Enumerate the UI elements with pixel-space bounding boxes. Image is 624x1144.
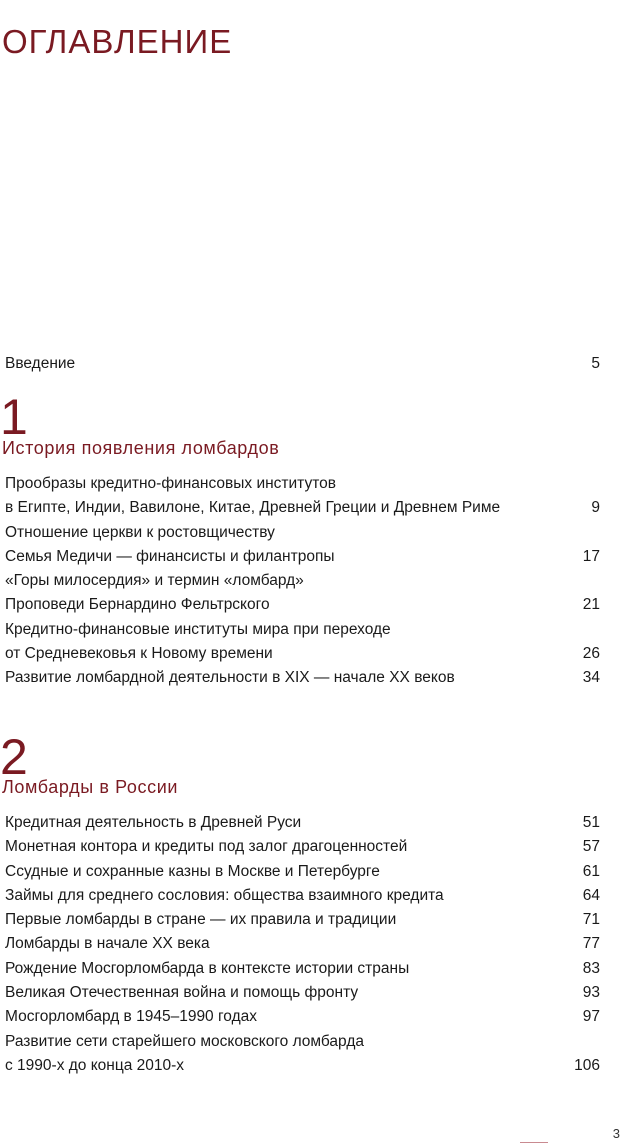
toc-line[interactable] <box>5 932 600 956</box>
toc-line[interactable] <box>5 981 600 1005</box>
toc-line-page: 17 <box>582 547 600 565</box>
toc-line-text: Развитие сети старейшего московского ломбарда <box>5 1032 364 1050</box>
toc-line-text: Первые ломбарды в стране — их правила и традиции <box>5 911 397 929</box>
toc-line-text: Развитие ломбардной деятельности в XIX — начале XX веков <box>5 669 455 687</box>
toc-line[interactable] <box>5 496 600 520</box>
toc-line[interactable] <box>5 593 600 617</box>
toc-line-page: 97 <box>582 1008 600 1026</box>
toc-line[interactable] <box>5 569 600 593</box>
chapter-number: 2 <box>0 729 28 785</box>
toc-line-text: Проповеди Бернардино Фельтрского <box>5 596 270 614</box>
toc-line[interactable] <box>5 472 600 496</box>
chapter-2-toc-list <box>5 811 600 1078</box>
toc-line[interactable] <box>5 884 600 908</box>
toc-line-text: в Египте, Индии, Вавилоне, Китае, Древней Греции и Древнем Риме <box>5 499 501 517</box>
toc-line[interactable] <box>5 908 600 932</box>
toc-entry-intro[interactable] <box>5 352 600 376</box>
toc-line-text: «Горы милосердия» и термин «ломбард» <box>5 572 304 590</box>
toc-line-text: от Средневековья к Новому времени <box>5 645 273 663</box>
toc-line-page: 26 <box>582 645 600 663</box>
chapter-number: 1 <box>0 389 28 445</box>
toc-entry-page: 5 <box>591 355 600 372</box>
toc-line-text: Рождение Мосгорломбарда в контексте истории страны <box>5 959 410 977</box>
toc-line-page: 51 <box>582 814 600 831</box>
toc-line-text: Ссудные и сохранные казны в Москве и Петербурге <box>5 862 380 880</box>
toc-line-page: 57 <box>582 838 600 856</box>
toc-line-text: Монетная контора и кредиты под залог драгоценностей <box>5 838 408 856</box>
toc-line-page: 64 <box>582 886 600 904</box>
toc-line[interactable] <box>5 618 600 642</box>
toc-line-text: Отношение церкви к ростовщичеству <box>5 523 275 541</box>
toc-line-text: Займы для среднего сословия: общества взаимного кредита <box>5 886 444 904</box>
toc-line-text: Ломбарды в начале XX века <box>5 935 210 953</box>
footer-decoration <box>520 1140 548 1143</box>
toc-line-page: 93 <box>582 984 600 1002</box>
toc-line-page: 34 <box>582 669 600 687</box>
toc-line[interactable] <box>5 957 600 981</box>
toc-line[interactable] <box>5 521 600 545</box>
toc-line-page: 77 <box>582 935 600 953</box>
toc-line-text: с 1990-х до конца 2010-х <box>5 1056 185 1074</box>
chapter-title: История появления ломбардов <box>2 438 280 458</box>
toc-line-text: Великая Отечественная война и помощь фронту <box>5 984 359 1002</box>
toc-line-page: 61 <box>582 862 600 880</box>
toc-line[interactable] <box>5 642 600 666</box>
toc-line-text: Семья Медичи — финансисты и филантропы <box>5 547 335 565</box>
page-title: ОГЛАВЛЕНИЕ <box>2 23 233 61</box>
toc-line[interactable] <box>5 1030 600 1054</box>
toc-line-page: 106 <box>574 1056 600 1074</box>
toc-line-text: Прообразы кредитно-финансовых институтов <box>5 475 336 492</box>
toc-line-page: 71 <box>582 911 600 929</box>
toc-line[interactable] <box>5 860 600 884</box>
toc-line-text: Мосгорломбард в 1945–1990 годах <box>5 1008 257 1026</box>
page-number: 3 <box>612 1126 620 1141</box>
toc-line[interactable] <box>5 1005 600 1029</box>
toc-line-text: Кредитная деятельность в Древней Руси <box>5 814 302 831</box>
toc-line[interactable] <box>5 666 600 690</box>
toc-line[interactable] <box>5 545 600 569</box>
toc-line-page: 9 <box>591 499 600 517</box>
toc-line[interactable] <box>5 1054 600 1078</box>
toc-line-page: 21 <box>582 596 600 614</box>
toc-entry-label: Введение <box>5 355 76 372</box>
toc-line-text: Кредитно-финансовые институты мира при переходе <box>5 620 391 638</box>
toc-line-page: 83 <box>582 959 600 977</box>
chapter-title: Ломбарды в России <box>2 777 179 797</box>
toc-line[interactable] <box>5 811 600 835</box>
chapter-1-toc-list <box>5 472 600 691</box>
toc-line[interactable] <box>5 835 600 859</box>
